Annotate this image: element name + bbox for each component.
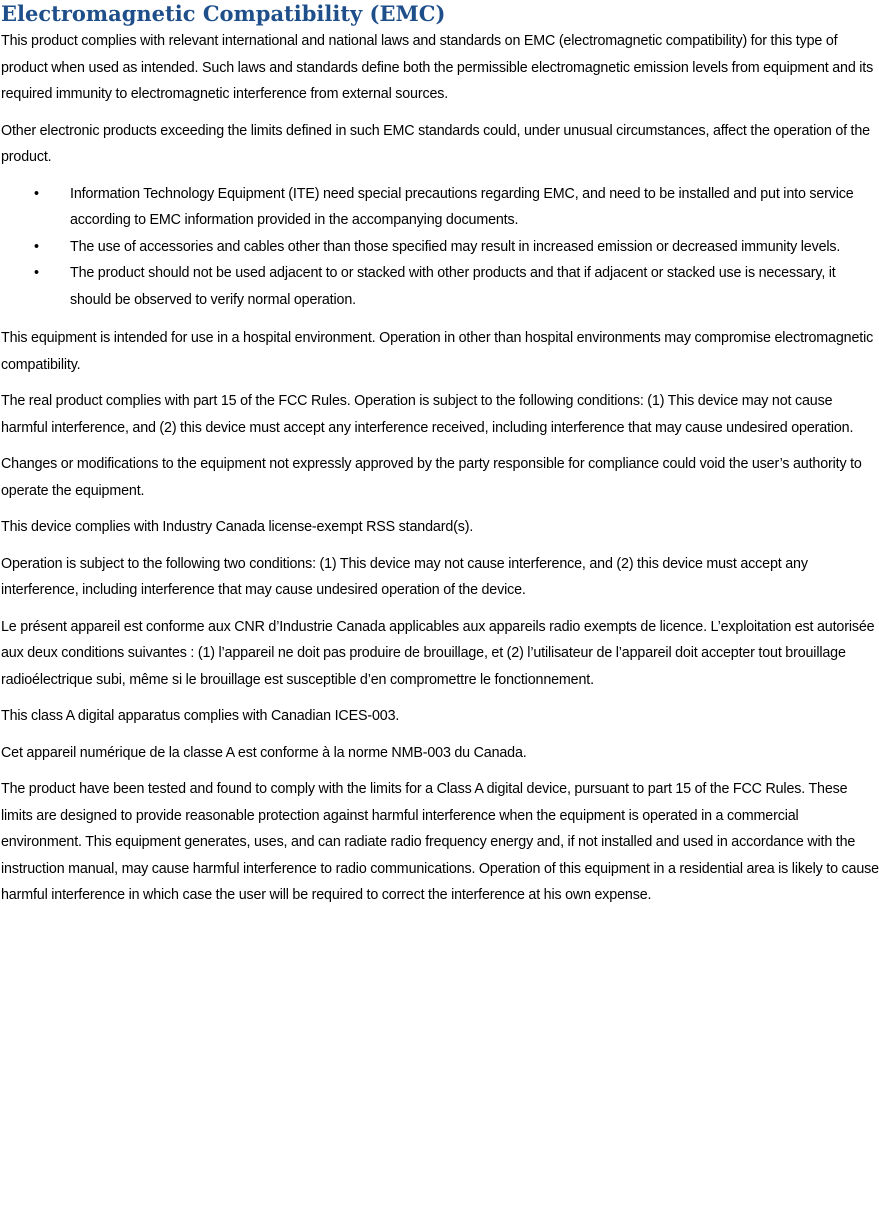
bullet-icon: • (34, 238, 39, 255)
list-item-text: The use of accessories and cables other than those specified may result in increased emission or decreased immunity levels. (70, 238, 841, 255)
paragraph-french-cnr: Le présent appareil est conforme aux CNR d’Industrie Canada applicables aux appareils radio exempts de licence. L’exploitation est autorisée aux deux conditions suivantes : (1) l’appareil ne doit pas produire de brouillage, et (2) l’utilisateur de l’appareil doit accepter tout brouillage radioélectrique subi, même si le brouillage est susceptible d’en compromettre le fonctionnement. (1, 618, 875, 688)
paragraph-fcc-part15: The real product complies with part 15 of the FCC Rules. Operation is subject to the following conditions: (1) This device may not cause harmful interference, and (2) this device must accept any interference received, including interference that may cause undesired operation. (1, 393, 854, 436)
bullet-icon: • (34, 265, 39, 281)
paragraph-two-conditions: Operation is subject to the following two conditions: (1) This device may not cause interference, and (2) this device must accept any interference, including interference that may cause undesired operation of the device. (1, 555, 808, 598)
paragraph-hospital-environment: This equipment is intended for use in a hospital environment. Operation in other than hospital environments may compromise electromagnetic compatibility. (1, 330, 874, 373)
paragraph-modifications-warning: Changes or modifications to the equipment not expressly approved by the party responsible for compliance could void the user’s authority to operate the equipment. (1, 456, 862, 499)
paragraph-ices-003: This class A digital apparatus complies with Canadian ICES-003. (1, 708, 400, 724)
paragraph-emc-compliance: This product complies with relevant international and national laws and standards on EMC (electromagnetic compatibility) for this type of product when used as intended. Such laws and standards define both the permissible electromagnetic emission levels from equipment and its required immunity to electromagnetic interference from external sources. (1, 33, 874, 102)
list-item (1, 181, 879, 234)
paragraph-class-a-device: The product have been tested and found to comply with the limits for a Class A digital device, pursuant to part 15 of the FCC Rules. These limits are designed to provide reasonable protection against harmful interference when the equipment is operated in a commercial environment. This equipment generates, uses, and can radiate radio frequency energy and, if not installed and used in accordance with the instruction manual, may cause harmful interference to radio communications. Operation of this equipment in a residential area is likely to cause harmful interference in which case the user will be required to correct the interference at his own expense. (1, 781, 879, 903)
list-item-text: The product should not be used adjacent to or stacked with other products and that if adjacent or stacked use is necessary, it should be observed to verify normal operation. (70, 265, 836, 308)
paragraph-industry-canada: This device complies with Industry Canada license-exempt RSS standard(s). (1, 519, 474, 535)
bullet-icon: • (34, 185, 39, 202)
list-item (1, 260, 879, 313)
paragraph-other-products: Other electronic products exceeding the limits defined in such EMC standards could, under unusual circumstances, affect the operation of the product. (1, 122, 870, 165)
paragraph-nmb-003: Cet appareil numérique de la classe A est conforme à la norme NMB-003 du Canada. (1, 744, 527, 761)
list-item-text: Information Technology Equipment (ITE) need special precautions regarding EMC, and need to be installed and put into service according to EMC information provided in the accompanying documents. (70, 185, 854, 228)
precautions-list (1, 181, 879, 314)
list-item (1, 234, 879, 261)
section-title: Electromagnetic Compatibility (EMC) (1, 1, 446, 26)
